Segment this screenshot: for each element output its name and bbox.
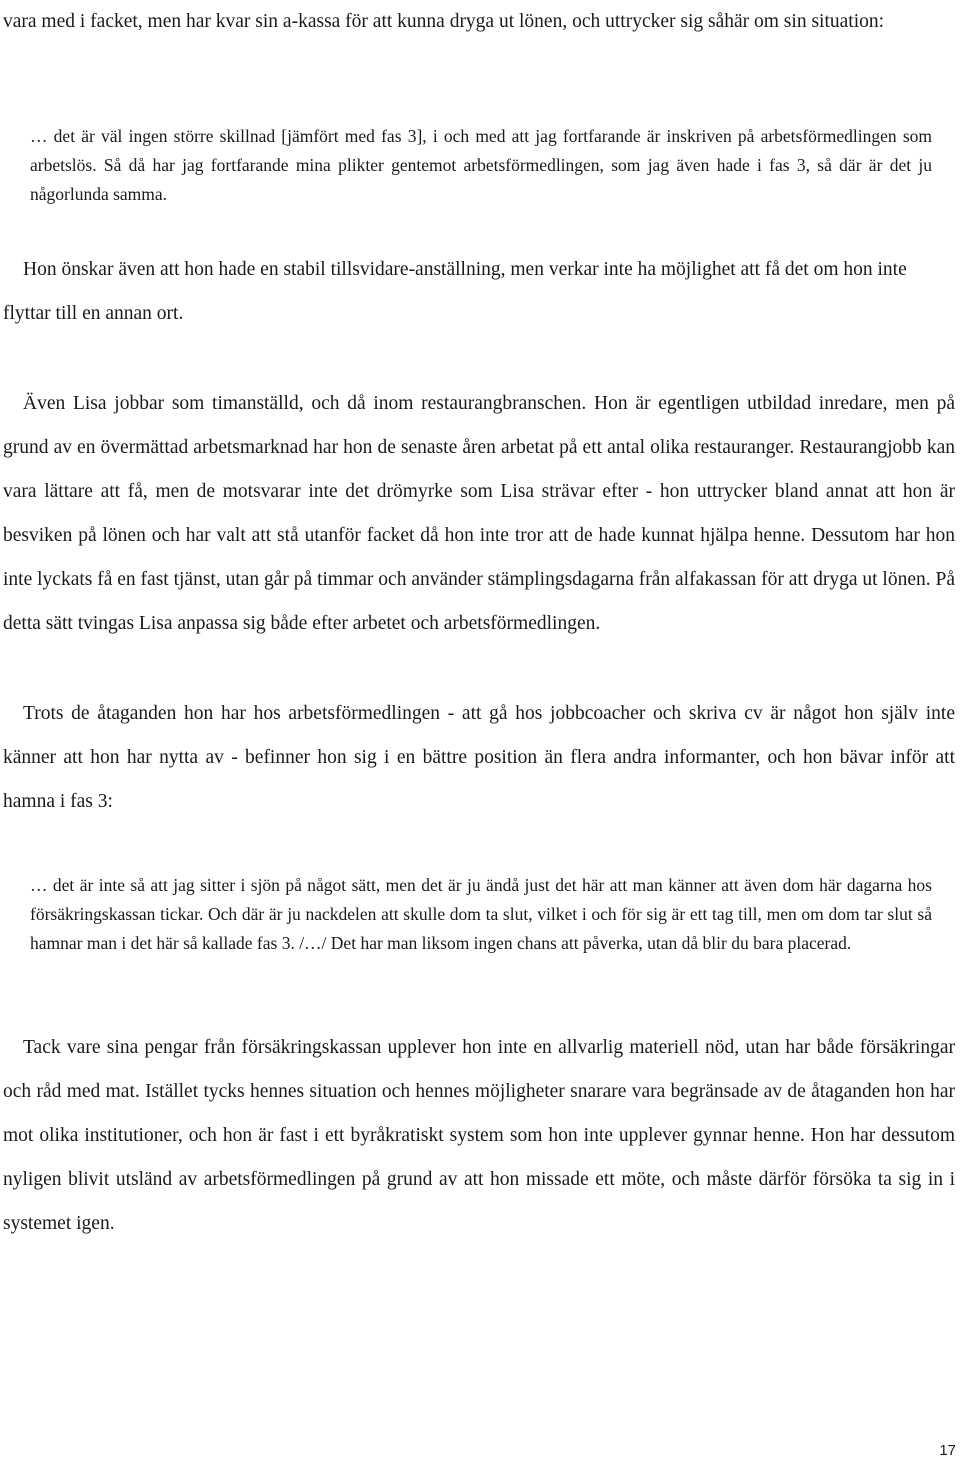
block-quote-first: … det är väl ingen större skillnad [jämfört med fas 3], i och med att jag fortfarande är inskriven på arbetsförmedlingen som arbetslös. Så då har jag fortfarande mina plikter gentemot arbetsförmedlingen, som jag även hade i fas 3, så där är det ju någorlunda samma. (30, 126, 932, 204)
paragraph-obligations: Trots de åtaganden hon har hos arbetsförmedlingen - att gå hos jobbcoacher och skriva cv är något hon själv inte känner att hon har nytta av - befinner hon sig i en bättre position än flera andra informanter, och hon bävar inför att hamna i fas 3: (3, 703, 955, 812)
block-quote-second: … det är inte så att jag sitter i sjön på något sätt, men det är ju ändå just det här att man känner att även dom här dagarna hos försäkringskassan tickar. Och där är ju nackdelen att skulle dom ta slut, vilket i och för sig är ett tag till, men om dom tar slut så hamnar man i det här så kallade fas 3. /…/ Det har man liksom ingen chans att påverka, utan då blir du bara placerad. (30, 875, 932, 953)
page-number: 17 (939, 1442, 956, 1459)
paragraph-intro: vara med i facket, men har kvar sin a-kassa för att kunna dryga ut lönen, och uttrycker sig såhär om sin situation: (3, 11, 885, 32)
paragraph-lisa: Även Lisa jobbar som timanställd, och då inom restaurangbranschen. Hon är egentligen utbildad inredare, men på grund av en övermättad arbetsmarknad har hon de senaste åren arbetat på ett antal olika restauranger. Restaurangjobb kan vara lättare att få, men de motsvarar inte det drömyrke som Lisa strävar efter - hon uttrycker bland annat att hon är besviken på lönen och har valt att stå utanför facket då hon inte tror att de hade kunnat hjälpa henne. Dessutom har hon inte lyckats få en fast tjänst, utan går på timmar och använder stämplingsdagarna från alfakassan för att dryga ut lönen. På detta sätt tvingas Lisa anpassa sig både efter arbetet och arbetsförmedlingen. (3, 393, 955, 634)
paragraph-conclusion: Tack vare sina pengar från försäkringskassan upplever hon inte en allvarlig materiell nöd, utan har både försäkringar och råd med mat. Istället tycks hennes situation och hennes möjligheter snarare vara begränsade av de åtaganden hon har mot olika institutioner, och hon är fast i ett byråkratiskt system som hon inte upplever gynnar henne. Hon har dessutom nyligen blivit utsländ av arbetsförmedlingen på grund av att hon missade ett möte, och måste därför försöka ta sig in i systemet igen. (3, 1037, 955, 1234)
paragraph-stable-employment: Hon önskar även att hon hade en stabil tillsvidare-anställning, men verkar inte ha möjlighet att få det om hon inte flyttar till en annan ort. (3, 259, 907, 324)
